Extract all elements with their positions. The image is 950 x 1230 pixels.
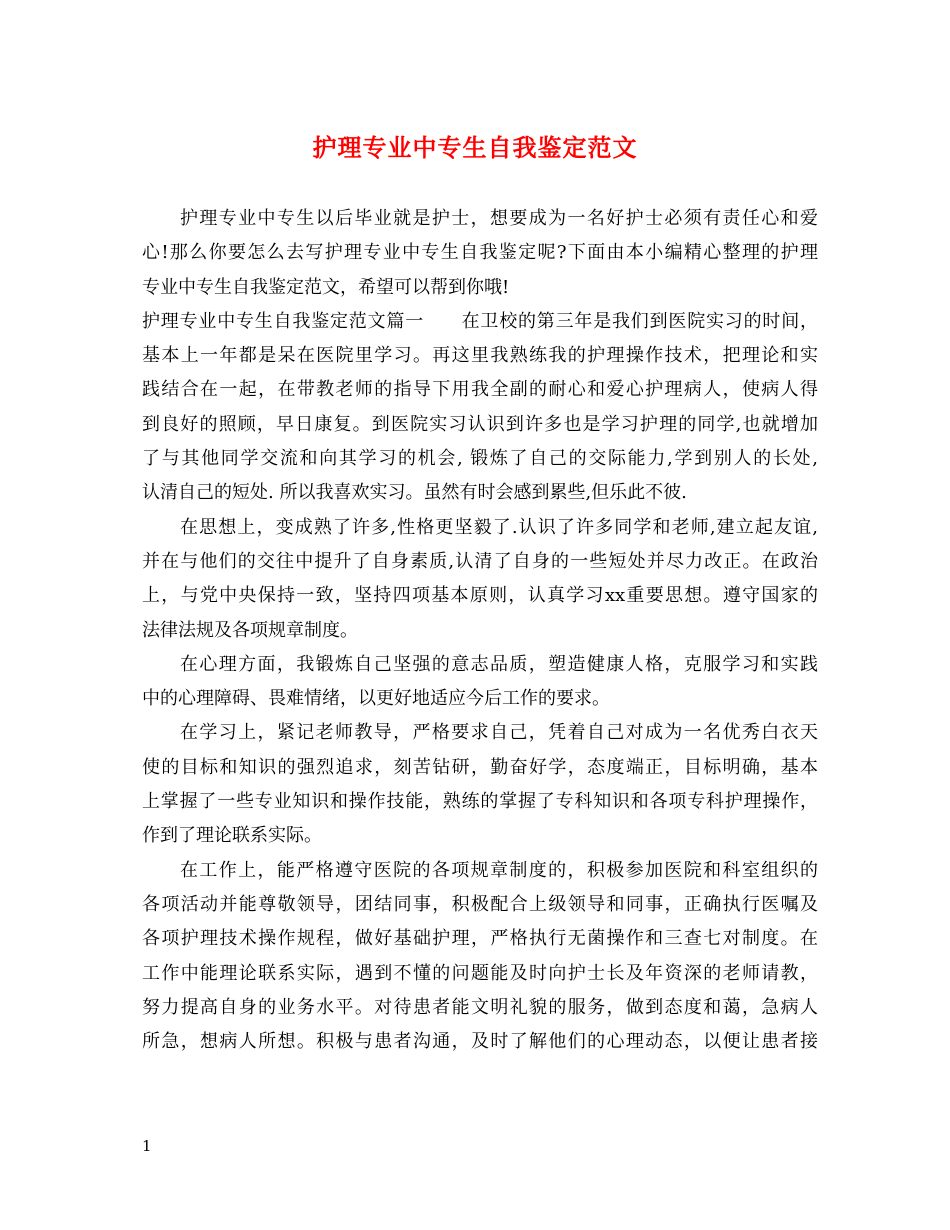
text-line: 努力提高自身的业务水平。对待患者能文明礼貌的服务，做到态度和蔼，急病人 [142, 996, 818, 1018]
text-line: 法律法规及各项规章制度。 [142, 619, 358, 641]
text-line: 在学习上，紧记老师教导，严格要求自己，凭着自己对成为一名优秀白衣天 [180, 722, 818, 744]
text-line: 在思想上，变成熟了许多,性格更坚毅了.认识了许多同学和老师,建立起友谊, [180, 516, 818, 538]
text-line: 工作中能理论联系实际，遇到不懂的问题能及时向护士长及年资深的老师请教， [142, 962, 818, 984]
text-line: 中的心理障碍、畏难情绪，以更好地适应今后工作的要求。 [142, 688, 610, 710]
text-line: 了与其他同学交流和向其学习的机会, 锻炼了自己的交际能力,学到别人的长处, [142, 448, 818, 470]
document-body [142, 202, 818, 1059]
text-line: 作到了理论联系实际。 [142, 825, 322, 847]
text-line: 心!那么你要怎么去写护理专业中专生自我鉴定呢?下面由本小编精心整理的护理 [142, 242, 818, 264]
text-line: 在工作上，能严格遵守医院的各项规章制度的，积极参加医院和科室组织的 [180, 859, 818, 881]
text-line: 护理专业中专生以后毕业就是护士，想要成为一名好护士必须有责任心和爱 [180, 208, 818, 229]
text-line: 专业中专生自我鉴定范文，希望可以帮到你哦! [142, 276, 510, 298]
text-line: 并在与他们的交往中提升了自身素质,认清了自身的一些短处并尽力改正。在政治 [142, 550, 818, 572]
text-line: 上掌握了一些专业知识和操作技能，熟练的掌握了专科知识和各项专科护理操作， [142, 791, 818, 813]
text-line: 认清自己的短处. 所以我喜欢实习。虽然有时会感到累些,但乐此不彼. [142, 482, 687, 504]
document-title: 护理专业中专生自我鉴定范文 [312, 133, 638, 162]
text-line: 所急，想病人所想。积极与患者沟通，及时了解他们的心理动态，以便让患者接 [142, 1031, 818, 1053]
text-line: 上，与党中央保持一致，坚持四项基本原则，认真学习xx重要思想。遵守国家的 [142, 585, 818, 607]
text-line: 基本上一年都是呆在医院里学习。再这里我熟练我的护理操作技术，把理论和实 [142, 345, 818, 367]
text-line: 护理专业中专生自我鉴定范文篇一 在卫校的第三年是我们到医院实习的时间， [142, 310, 818, 332]
text-line: 践结合在一起，在带教老师的指导下用我全副的耐心和爱心护理病人，使病人得 [142, 379, 818, 401]
text-line: 各项护理技术操作规程，做好基础护理，严格执行无菌操作和三查七对制度。在 [142, 928, 818, 950]
page-number: 1 [142, 1137, 152, 1155]
text-line: 到良好的照顾，早日康复。到医院实习认识到许多也是学习护理的同学,也就增加 [142, 413, 818, 435]
text-line: 在心理方面，我锻炼自己坚强的意志品质，塑造健康人格，克服学习和实践 [180, 653, 818, 675]
text-line: 使的目标和知识的强烈追求，刻苦钻研，勤奋好学，态度端正，目标明确，基本 [142, 756, 818, 778]
text-line: 各项活动并能尊敬领导，团结同事，积极配合上级领导和同事，正确执行医嘱及 [142, 893, 818, 915]
